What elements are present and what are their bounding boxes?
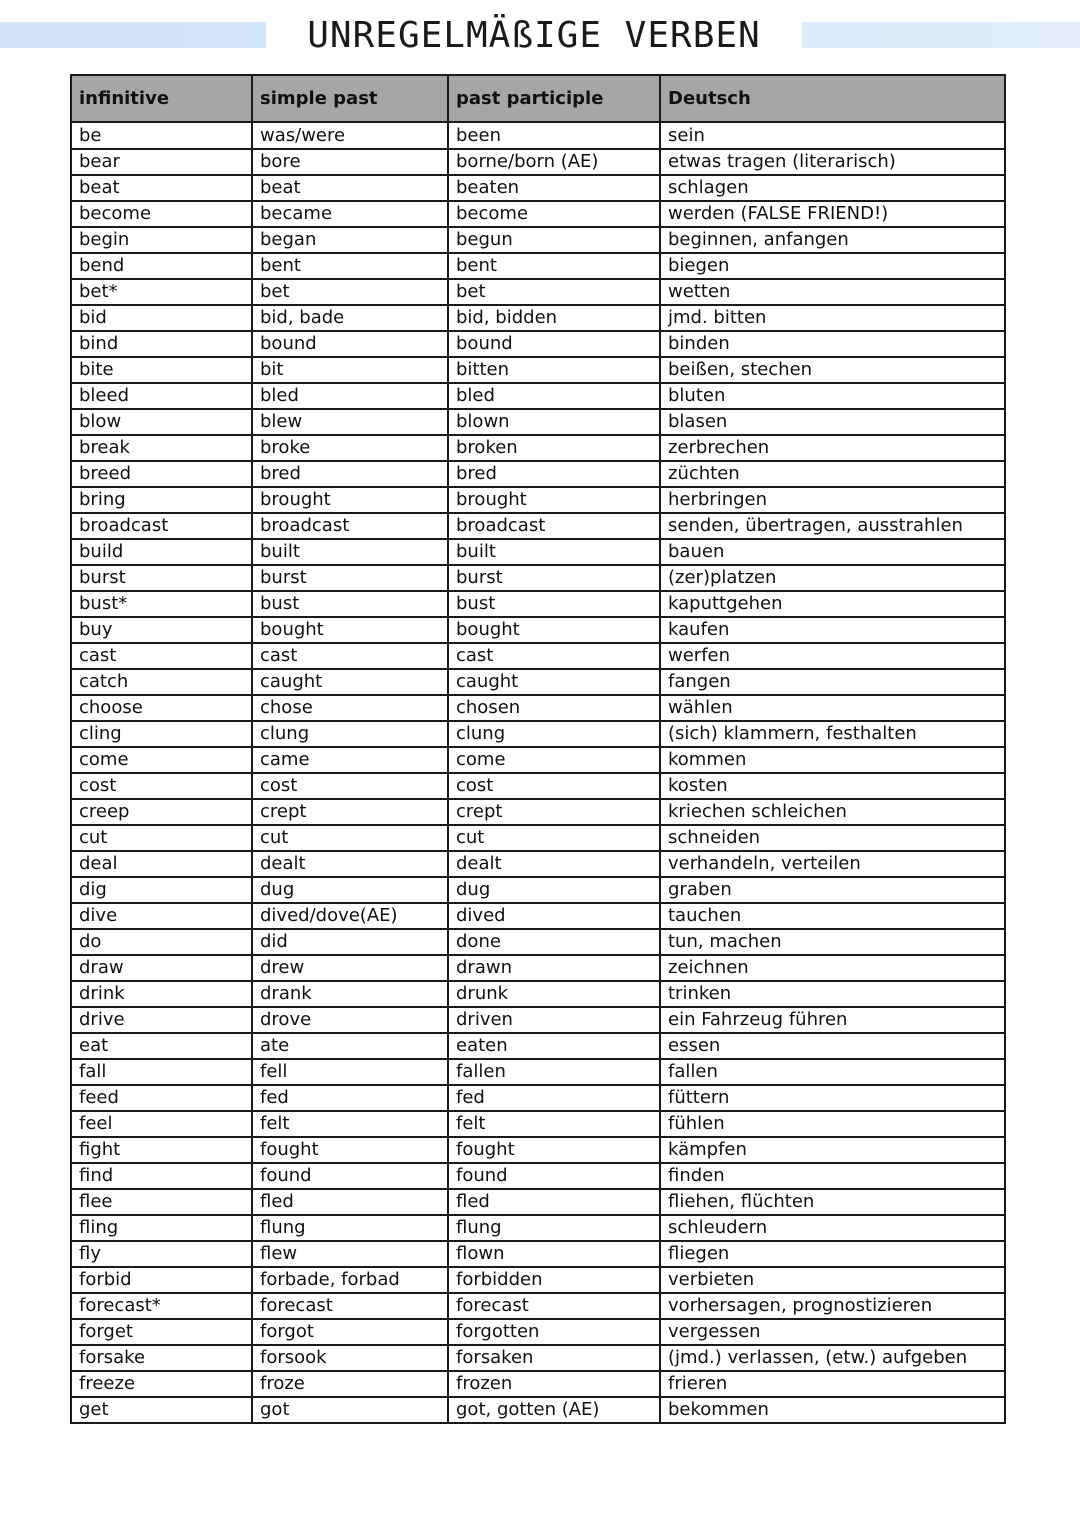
- cell-past-participle: flung: [448, 1215, 660, 1241]
- cell-past-participle: frozen: [448, 1371, 660, 1397]
- cell-deutsch: kosten: [660, 773, 1005, 799]
- cell-past-participle: dealt: [448, 851, 660, 877]
- cell-past-participle: blown: [448, 409, 660, 435]
- cell-deutsch: bauen: [660, 539, 1005, 565]
- cell-past-participle: bust: [448, 591, 660, 617]
- cell-simple-past: broke: [252, 435, 448, 461]
- table-row: [71, 1397, 1005, 1423]
- cell-infinitive: creep: [71, 799, 252, 825]
- cell-past-participle: come: [448, 747, 660, 773]
- cell-simple-past: came: [252, 747, 448, 773]
- cell-past-participle: dug: [448, 877, 660, 903]
- cell-infinitive: catch: [71, 669, 252, 695]
- cell-past-participle: bitten: [448, 357, 660, 383]
- table-row: [71, 877, 1005, 903]
- cell-infinitive: choose: [71, 695, 252, 721]
- cell-deutsch: tauchen: [660, 903, 1005, 929]
- cell-deutsch: kaputtgehen: [660, 591, 1005, 617]
- cell-simple-past: drove: [252, 1007, 448, 1033]
- cell-infinitive: fight: [71, 1137, 252, 1163]
- table-row: [71, 721, 1005, 747]
- cell-infinitive: forbid: [71, 1267, 252, 1293]
- cell-infinitive: dive: [71, 903, 252, 929]
- cell-infinitive: do: [71, 929, 252, 955]
- cell-deutsch: zerbrechen: [660, 435, 1005, 461]
- cell-past-participle: bent: [448, 253, 660, 279]
- cell-simple-past: drew: [252, 955, 448, 981]
- cell-deutsch: finden: [660, 1163, 1005, 1189]
- cell-past-participle: been: [448, 124, 660, 149]
- cell-simple-past: was/were: [252, 124, 448, 149]
- cell-simple-past: fed: [252, 1085, 448, 1111]
- cell-past-participle: crept: [448, 799, 660, 825]
- table-row: [71, 617, 1005, 643]
- table-row: [71, 851, 1005, 877]
- cell-past-participle: bred: [448, 461, 660, 487]
- table-row: [71, 1163, 1005, 1189]
- cell-past-participle: forsaken: [448, 1345, 660, 1371]
- header-infinitive: infinitive: [71, 75, 252, 122]
- table-row: [71, 591, 1005, 617]
- cell-simple-past: bore: [252, 149, 448, 175]
- cell-past-participle: done: [448, 929, 660, 955]
- table-row: [71, 175, 1005, 201]
- cell-deutsch: binden: [660, 331, 1005, 357]
- cell-past-participle: bid, bidden: [448, 305, 660, 331]
- cell-past-participle: fallen: [448, 1059, 660, 1085]
- cell-deutsch: wetten: [660, 279, 1005, 305]
- cell-infinitive: bleed: [71, 383, 252, 409]
- table-row: [71, 305, 1005, 331]
- cell-infinitive: find: [71, 1163, 252, 1189]
- cell-infinitive: forget: [71, 1319, 252, 1345]
- cell-infinitive: build: [71, 539, 252, 565]
- cell-infinitive: cut: [71, 825, 252, 851]
- table-row: [71, 1085, 1005, 1111]
- table-row: [71, 487, 1005, 513]
- table-row: [71, 565, 1005, 591]
- cell-deutsch: ein Fahrzeug führen: [660, 1007, 1005, 1033]
- cell-past-participle: cast: [448, 643, 660, 669]
- table-row: [71, 799, 1005, 825]
- table-row: [71, 747, 1005, 773]
- cell-simple-past: bust: [252, 591, 448, 617]
- cell-simple-past: felt: [252, 1111, 448, 1137]
- cell-simple-past: fought: [252, 1137, 448, 1163]
- cell-deutsch: bekommen: [660, 1397, 1005, 1423]
- cell-past-participle: felt: [448, 1111, 660, 1137]
- cell-simple-past: clung: [252, 721, 448, 747]
- table-row: [71, 929, 1005, 955]
- cell-past-participle: fed: [448, 1085, 660, 1111]
- header-deutsch: Deutsch: [660, 75, 1005, 122]
- cell-simple-past: bid, bade: [252, 305, 448, 331]
- cell-deutsch: bluten: [660, 383, 1005, 409]
- cell-deutsch: schleudern: [660, 1215, 1005, 1241]
- cell-simple-past: became: [252, 201, 448, 227]
- cell-past-participle: fought: [448, 1137, 660, 1163]
- table-row: [71, 1293, 1005, 1319]
- cell-simple-past: chose: [252, 695, 448, 721]
- table-row: [71, 227, 1005, 253]
- cell-past-participle: cut: [448, 825, 660, 851]
- cell-infinitive: feed: [71, 1085, 252, 1111]
- cell-simple-past: forgot: [252, 1319, 448, 1345]
- cell-infinitive: drink: [71, 981, 252, 1007]
- cell-simple-past: beat: [252, 175, 448, 201]
- cell-simple-past: bled: [252, 383, 448, 409]
- cell-infinitive: freeze: [71, 1371, 252, 1397]
- cell-infinitive: feel: [71, 1111, 252, 1137]
- table-row: [71, 669, 1005, 695]
- cell-deutsch: fühlen: [660, 1111, 1005, 1137]
- cell-past-participle: chosen: [448, 695, 660, 721]
- cell-simple-past: drank: [252, 981, 448, 1007]
- cell-deutsch: vorhersagen, prognostizieren: [660, 1293, 1005, 1319]
- table-row: [71, 461, 1005, 487]
- cell-simple-past: blew: [252, 409, 448, 435]
- cell-simple-past: dived/dove(AE): [252, 903, 448, 929]
- cell-past-participle: clung: [448, 721, 660, 747]
- table-row: [71, 435, 1005, 461]
- cell-past-participle: dived: [448, 903, 660, 929]
- table-row: [71, 1137, 1005, 1163]
- cell-simple-past: flew: [252, 1241, 448, 1267]
- cell-past-participle: burst: [448, 565, 660, 591]
- cell-infinitive: breed: [71, 461, 252, 487]
- cell-infinitive: flee: [71, 1189, 252, 1215]
- cell-simple-past: ate: [252, 1033, 448, 1059]
- table-row: [71, 1319, 1005, 1345]
- cell-infinitive: begin: [71, 227, 252, 253]
- cell-infinitive: break: [71, 435, 252, 461]
- cell-past-participle: drawn: [448, 955, 660, 981]
- cell-simple-past: brought: [252, 487, 448, 513]
- cell-infinitive: come: [71, 747, 252, 773]
- cell-past-participle: broadcast: [448, 513, 660, 539]
- cell-past-participle: forbidden: [448, 1267, 660, 1293]
- cell-deutsch: fangen: [660, 669, 1005, 695]
- cell-simple-past: bought: [252, 617, 448, 643]
- table-row: [71, 279, 1005, 305]
- cell-past-participle: driven: [448, 1007, 660, 1033]
- cell-past-participle: bound: [448, 331, 660, 357]
- cell-simple-past: forsook: [252, 1345, 448, 1371]
- cell-deutsch: kriechen schleichen: [660, 799, 1005, 825]
- table-row: [71, 1267, 1005, 1293]
- cell-infinitive: draw: [71, 955, 252, 981]
- cell-deutsch: tun, machen: [660, 929, 1005, 955]
- cell-simple-past: forecast: [252, 1293, 448, 1319]
- cell-deutsch: frieren: [660, 1371, 1005, 1397]
- cell-past-participle: eaten: [448, 1033, 660, 1059]
- cell-deutsch: etwas tragen (literarisch): [660, 149, 1005, 175]
- cell-deutsch: vergessen: [660, 1319, 1005, 1345]
- table-row: [71, 981, 1005, 1007]
- cell-simple-past: fell: [252, 1059, 448, 1085]
- cell-simple-past: bit: [252, 357, 448, 383]
- cell-past-participle: found: [448, 1163, 660, 1189]
- table-row: [71, 1189, 1005, 1215]
- cell-simple-past: cast: [252, 643, 448, 669]
- cell-infinitive: bite: [71, 357, 252, 383]
- cell-infinitive: deal: [71, 851, 252, 877]
- cell-simple-past: bound: [252, 331, 448, 357]
- cell-past-participle: drunk: [448, 981, 660, 1007]
- cell-infinitive: forsake: [71, 1345, 252, 1371]
- cell-simple-past: bent: [252, 253, 448, 279]
- cell-deutsch: werfen: [660, 643, 1005, 669]
- cell-infinitive: burst: [71, 565, 252, 591]
- table-row: [71, 695, 1005, 721]
- cell-infinitive: drive: [71, 1007, 252, 1033]
- cell-deutsch: kämpfen: [660, 1137, 1005, 1163]
- cell-deutsch: schneiden: [660, 825, 1005, 851]
- table-row: [71, 149, 1005, 175]
- cell-past-participle: flown: [448, 1241, 660, 1267]
- cell-infinitive: be: [71, 124, 252, 149]
- cell-past-participle: become: [448, 201, 660, 227]
- table-row: [71, 331, 1005, 357]
- cell-past-participle: brought: [448, 487, 660, 513]
- table-row: [71, 409, 1005, 435]
- cell-deutsch: wählen: [660, 695, 1005, 721]
- cell-simple-past: forbade, forbad: [252, 1267, 448, 1293]
- cell-infinitive: broadcast: [71, 513, 252, 539]
- table-row: [71, 825, 1005, 851]
- cell-deutsch: schlagen: [660, 175, 1005, 201]
- cell-past-participle: begun: [448, 227, 660, 253]
- cell-infinitive: buy: [71, 617, 252, 643]
- cell-simple-past: dug: [252, 877, 448, 903]
- cell-past-participle: caught: [448, 669, 660, 695]
- cell-infinitive: bust*: [71, 591, 252, 617]
- table-row: [71, 773, 1005, 799]
- cell-infinitive: fall: [71, 1059, 252, 1085]
- cell-past-participle: bet: [448, 279, 660, 305]
- cell-infinitive: blow: [71, 409, 252, 435]
- table-row: [71, 903, 1005, 929]
- cell-simple-past: cost: [252, 773, 448, 799]
- cell-deutsch: kaufen: [660, 617, 1005, 643]
- table-row: [71, 1033, 1005, 1059]
- cell-simple-past: flung: [252, 1215, 448, 1241]
- cell-infinitive: bind: [71, 331, 252, 357]
- header-past-participle: past participle: [448, 75, 660, 122]
- table-row: [71, 955, 1005, 981]
- cell-deutsch: zeichnen: [660, 955, 1005, 981]
- table-row: [71, 539, 1005, 565]
- cell-past-participle: cost: [448, 773, 660, 799]
- cell-simple-past: began: [252, 227, 448, 253]
- cell-deutsch: essen: [660, 1033, 1005, 1059]
- cell-simple-past: cut: [252, 825, 448, 851]
- cell-infinitive: get: [71, 1397, 252, 1423]
- cell-past-participle: fled: [448, 1189, 660, 1215]
- table-row: [71, 1241, 1005, 1267]
- cell-deutsch: graben: [660, 877, 1005, 903]
- cell-simple-past: crept: [252, 799, 448, 825]
- cell-deutsch: züchten: [660, 461, 1005, 487]
- cell-deutsch: fliegen: [660, 1241, 1005, 1267]
- cell-infinitive: bend: [71, 253, 252, 279]
- cell-deutsch: fliehen, flüchten: [660, 1189, 1005, 1215]
- cell-simple-past: froze: [252, 1371, 448, 1397]
- cell-simple-past: did: [252, 929, 448, 955]
- cell-simple-past: built: [252, 539, 448, 565]
- cell-infinitive: fling: [71, 1215, 252, 1241]
- table-row: [71, 513, 1005, 539]
- cell-deutsch: (zer)platzen: [660, 565, 1005, 591]
- cell-simple-past: dealt: [252, 851, 448, 877]
- cell-infinitive: eat: [71, 1033, 252, 1059]
- cell-infinitive: forecast*: [71, 1293, 252, 1319]
- cell-infinitive: bid: [71, 305, 252, 331]
- verb-table: [70, 74, 1006, 1424]
- cell-deutsch: fallen: [660, 1059, 1005, 1085]
- cell-deutsch: werden (FALSE FRIEND!): [660, 201, 1005, 227]
- table-row: [71, 124, 1005, 149]
- cell-infinitive: become: [71, 201, 252, 227]
- cell-deutsch: füttern: [660, 1085, 1005, 1111]
- table-row: [71, 357, 1005, 383]
- cell-deutsch: kommen: [660, 747, 1005, 773]
- cell-infinitive: cost: [71, 773, 252, 799]
- cell-infinitive: cling: [71, 721, 252, 747]
- cell-past-participle: beaten: [448, 175, 660, 201]
- cell-deutsch: (jmd.) verlassen, (etw.) aufgeben: [660, 1345, 1005, 1371]
- cell-deutsch: blasen: [660, 409, 1005, 435]
- cell-simple-past: burst: [252, 565, 448, 591]
- cell-past-participle: built: [448, 539, 660, 565]
- cell-deutsch: biegen: [660, 253, 1005, 279]
- cell-past-participle: broken: [448, 435, 660, 461]
- cell-simple-past: found: [252, 1163, 448, 1189]
- cell-deutsch: trinken: [660, 981, 1005, 1007]
- page-title: UNREGELMÄßIGE VERBEN: [307, 15, 761, 56]
- cell-past-participle: borne/born (AE): [448, 149, 660, 175]
- table-row: [71, 1215, 1005, 1241]
- cell-infinitive: cast: [71, 643, 252, 669]
- cell-deutsch: beginnen, anfangen: [660, 227, 1005, 253]
- table-row: [71, 383, 1005, 409]
- table-row: [71, 1371, 1005, 1397]
- cell-past-participle: bled: [448, 383, 660, 409]
- cell-deutsch: verbieten: [660, 1267, 1005, 1293]
- table-row: [71, 1059, 1005, 1085]
- table-row: [71, 1007, 1005, 1033]
- table-row: [71, 643, 1005, 669]
- cell-simple-past: bet: [252, 279, 448, 305]
- cell-deutsch: beißen, stechen: [660, 357, 1005, 383]
- cell-deutsch: senden, übertragen, ausstrahlen: [660, 513, 1005, 539]
- cell-simple-past: broadcast: [252, 513, 448, 539]
- cell-past-participle: got, gotten (AE): [448, 1397, 660, 1423]
- cell-deutsch: (sich) klammern, festhalten: [660, 721, 1005, 747]
- cell-infinitive: fly: [71, 1241, 252, 1267]
- header-simple-past: simple past: [252, 75, 448, 122]
- table-row: [71, 1111, 1005, 1137]
- cell-past-participle: forecast: [448, 1293, 660, 1319]
- cell-infinitive: dig: [71, 877, 252, 903]
- cell-deutsch: verhandeln, verteilen: [660, 851, 1005, 877]
- cell-deutsch: herbringen: [660, 487, 1005, 513]
- table-body: [71, 122, 1005, 1423]
- cell-deutsch: jmd. bitten: [660, 305, 1005, 331]
- cell-deutsch: sein: [660, 124, 1005, 149]
- cell-past-participle: bought: [448, 617, 660, 643]
- table-header-row: [71, 75, 1005, 122]
- cell-infinitive: bring: [71, 487, 252, 513]
- cell-simple-past: bred: [252, 461, 448, 487]
- table-row: [71, 201, 1005, 227]
- cell-infinitive: beat: [71, 175, 252, 201]
- cell-past-participle: forgotten: [448, 1319, 660, 1345]
- table-row: [71, 1345, 1005, 1371]
- cell-infinitive: bear: [71, 149, 252, 175]
- cell-simple-past: fled: [252, 1189, 448, 1215]
- cell-infinitive: bet*: [71, 279, 252, 305]
- cell-simple-past: got: [252, 1397, 448, 1423]
- cell-simple-past: caught: [252, 669, 448, 695]
- table-row: [71, 253, 1005, 279]
